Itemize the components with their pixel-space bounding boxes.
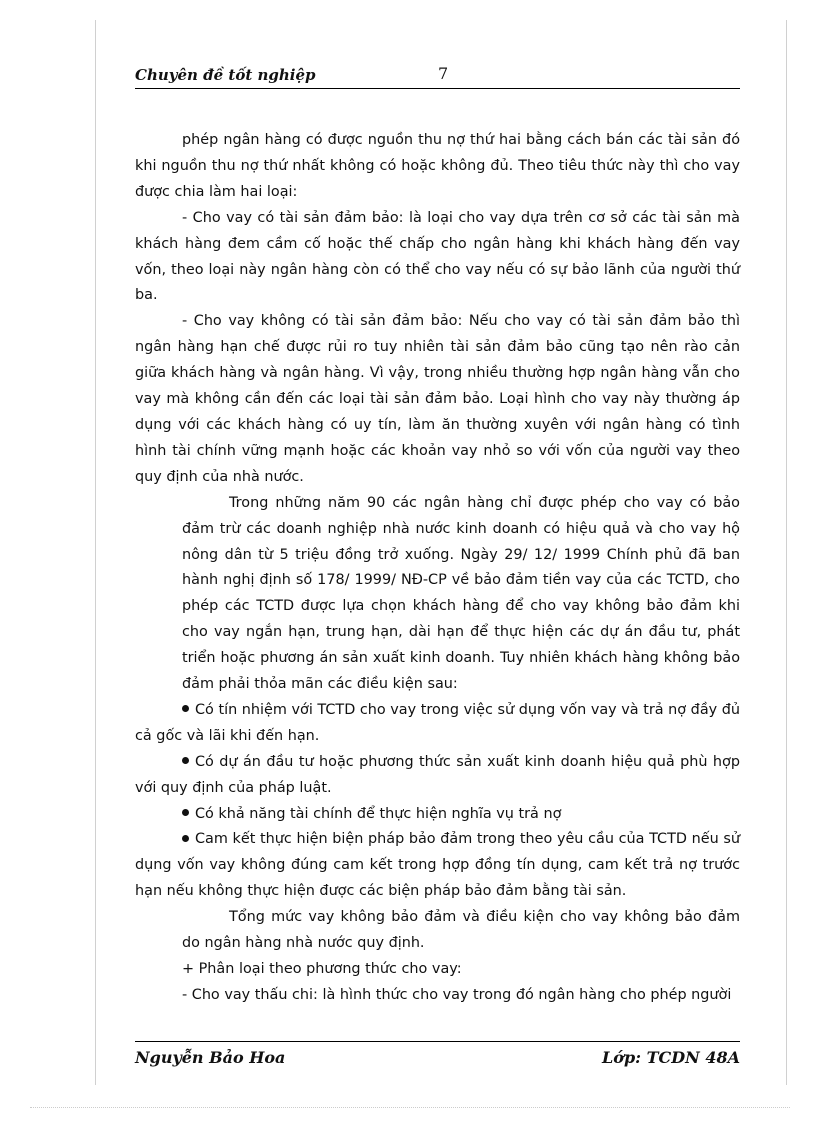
page-bottom-edge: [30, 1107, 790, 1108]
page-footer: [135, 1041, 740, 1072]
bullet-icon: [182, 705, 189, 712]
bullet-text: Có dự án đầu tư hoặc phương thức sản xuất kinh doanh hiệu quả phù hợp với quy định của pháp luật.: [135, 753, 740, 796]
bullet-icon: [182, 835, 189, 842]
bullet-text: Cam kết thực hiện biện pháp bảo đảm trong theo yêu cầu của TCTD nếu sử dụng vốn vay không đúng cam kết trong hợp đồng tín dụng, cam kết trả nợ trước hạn nếu không thực hiện được các biện pháp bảo đảm bằng tài sản.: [135, 831, 740, 900]
header-title: Chuyên đề tốt nghiệp: [135, 66, 316, 84]
paragraph-overdraft: - Cho vay thấu chi: là hình thức cho vay trong đó ngân hàng cho phép người: [182, 986, 732, 1003]
page-header: [135, 62, 740, 89]
page-number: 7: [438, 64, 449, 83]
paragraph-secured-loan: - Cho vay có tài sản đảm bảo: là loại cho vay dựa trên cơ sở các tài sản mà khách hàng đem cầm cố hoặc thế chấp cho ngân hàng khi khách hàng đến vay vốn, theo loại này ngân hàng còn có thể cho vay nếu có sự bảo lãnh của người thứ ba.: [135, 209, 740, 304]
bullet-item: [135, 802, 740, 828]
bullet-icon: [182, 757, 189, 764]
bullet-item: [135, 827, 740, 905]
document-body: [135, 128, 740, 1009]
bullet-icon: [182, 809, 189, 816]
paragraph-unsecured-loan: - Cho vay không có tài sản đảm bảo: Nếu cho vay có tài sản đảm bảo thì ngân hàng hạn chế được rủi ro tuy nhiên tài sản đảm bảo cũng tạo nên rào cản giữa khách hàng và ngân hàng. Vì vậy, trong nhiều thường hợp ngân hàng vẫn cho vay mà không cần đến các loại tài sản đảm bảo. Loại hình cho vay này thường áp dụng với các khách hàng có uy tín, làm ăn thường xuyên với ngân hàng có tình hình tài chính vững mạnh hoặc các khoản vay nhỏ so với vốn của người vay theo quy định của nhà nước.: [135, 313, 740, 485]
footer-author: Nguyễn Bảo Hoa: [135, 1048, 286, 1067]
paragraph-regulation: Trong những năm 90 các ngân hàng chỉ được phép cho vay có bảo đảm trừ các doanh nghiệp nhà nước kinh doanh có hiệu quả và cho vay hộ nông dân từ 5 triệu đồng trở xuống. Ngày 29/ 12/ 1999 Chính phủ đã ban hành nghị định số 178/ 1999/ NĐ-CP về bảo đảm tiền vay của các TCTD, cho phép các TCTD được lựa chọn khách hàng để cho vay không bảo đảm khi cho vay ngắn hạn, trung hạn, dài hạn để thực hiện các dự án đầu tư, phát triển hoặc phương án sản xuất kinh doanh. Tuy nhiên khách hàng không bảo đảm phải thỏa mãn các điều kiện sau:: [182, 494, 740, 693]
footer-class: Lớp: TCDN 48A: [602, 1048, 740, 1067]
bullet-item: [135, 698, 740, 750]
paragraph-classification: + Phân loại theo phương thức cho vay:: [182, 961, 462, 977]
paragraph-1: phép ngân hàng có được nguồn thu nợ thứ hai bằng cách bán các tài sản đó khi nguồn thu nợ thứ nhất không có hoặc không đủ. Theo tiêu thức này thì cho vay được chia làm hai loại:: [135, 132, 740, 200]
bullet-item: [135, 750, 740, 802]
bullet-text: Có tín nhiệm với TCTD cho vay trong việc sử dụng vốn vay và trả nợ đầy đủ cả gốc và lãi khi đến hạn.: [135, 701, 740, 744]
paragraph-total-limit: Tổng mức vay không bảo đảm và điều kiện cho vay không bảo đảm do ngân hàng nhà nước quy định.: [182, 909, 740, 952]
bullet-text: Có khả năng tài chính để thực hiện nghĩa vụ trả nợ: [195, 805, 562, 822]
